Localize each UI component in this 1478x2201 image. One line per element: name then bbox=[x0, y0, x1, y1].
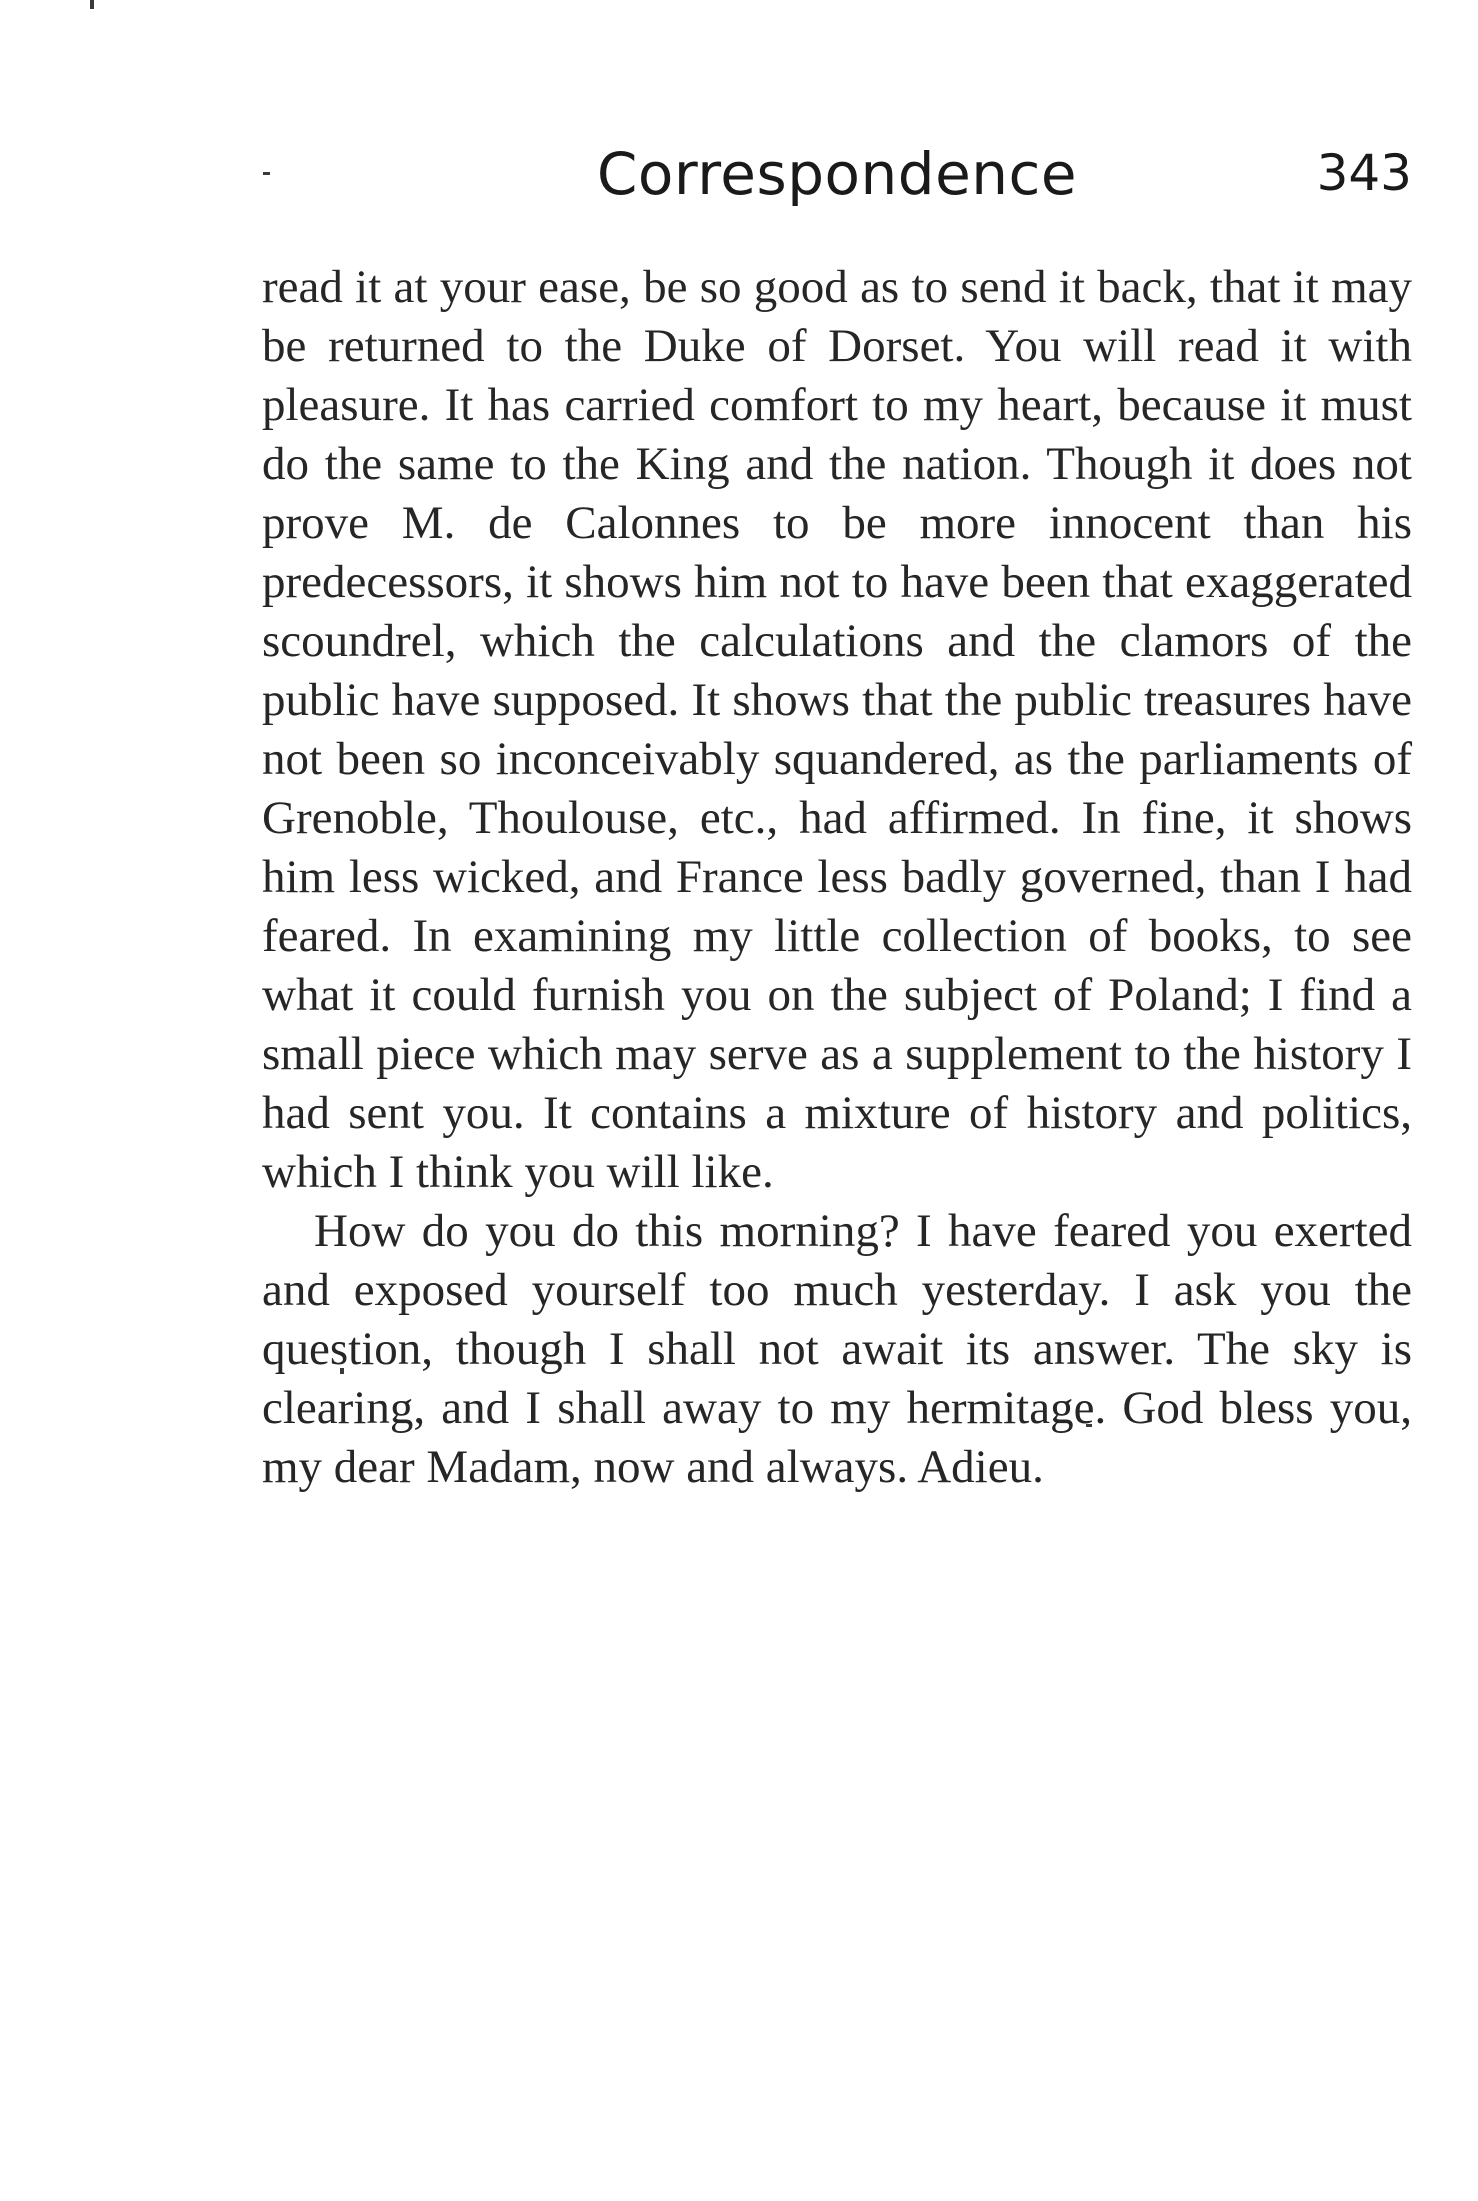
paragraph: How do you do this morning? I have feared you exerted and exposed yourself too much yesterday. I ask you the question, though I shall not await its answer. The sky is clearing, and I shall away to my hermitage. God bless you, my dear Madam, now and always. Adieu. bbox=[262, 1205, 1412, 1493]
body-text bbox=[262, 258, 1412, 1497]
running-title: Correspondence bbox=[596, 140, 1078, 208]
page-number: 343 bbox=[1316, 144, 1412, 202]
running-head bbox=[262, 140, 1412, 230]
print-speck bbox=[90, 0, 94, 9]
paragraph-continued: read it at your ease, be so good as to send it back, that it may be returned to the Duke of Dorset. You will read it with pleasure. It has carried comfort to my heart, because it must do the same to the King and the nation. Though it does not prove M. de Calonnes to be more innocent than his predecessors, it shows him not to have been that exaggerated scoundrel, which the calculations and the clamors of the public have supposed. It shows that the public treasures have not been so inconceivably squandered, as the parliaments of Grenoble, Thoulouse, etc., had affirmed. In fine, it shows him less wicked, and France less badly governed, than I had feared. In examining my little collection of books, to see what it could furnish you on the subject of Poland; I find a small piece which may serve as a supplement to the history I had sent you. It contains a mixture of history and politics, which I think you will like. bbox=[262, 261, 1412, 1198]
